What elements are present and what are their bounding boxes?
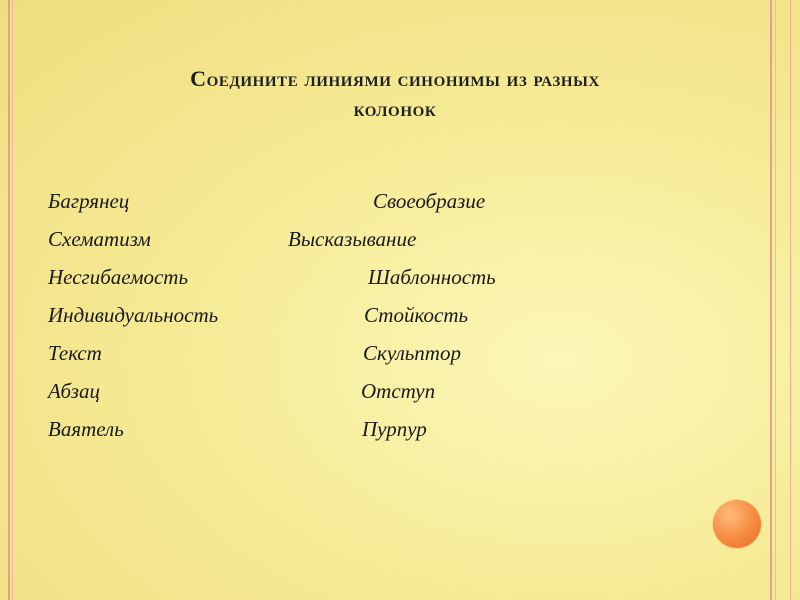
left-column-word: Индивидуальность [48,303,219,327]
synonym-row-5 [48,337,568,369]
left-column-word: Абзац [48,379,100,403]
right-column-word: Своеобразие [373,189,486,213]
left-border-line [8,0,10,600]
right-border-line [770,0,772,600]
right-border-line-outer [790,0,791,600]
synonym-row-7 [48,413,568,445]
synonym-row-2 [48,223,568,255]
right-column-word: Стойкость [364,303,469,327]
slide-title-line-2: колонок [353,96,437,121]
left-column-word: Ваятель [48,417,124,441]
right-column-word: Высказывание [288,227,417,251]
right-column-word: Шаблонность [368,265,496,289]
synonym-row-1 [48,185,568,217]
left-column-word: Багрянец [48,189,130,213]
slide-title [40,64,750,124]
slide-title-line-1: Соедините линиями синонимы из разных [190,66,600,91]
synonym-row-6 [48,375,568,407]
right-column-word: Скульптор [363,341,461,365]
right-column-word: Пурпур [362,417,427,441]
orange-circle-decoration [713,500,761,548]
left-column-word: Текст [48,341,102,365]
left-column-word: Схематизм [48,227,151,251]
left-column-word: Несгибаемость [48,265,189,289]
left-border-line-inner [12,0,13,600]
synonym-row-4 [48,299,568,331]
right-border-line-inner [775,0,776,600]
right-column-word: Отступ [361,379,436,403]
synonym-row-3 [48,261,568,293]
